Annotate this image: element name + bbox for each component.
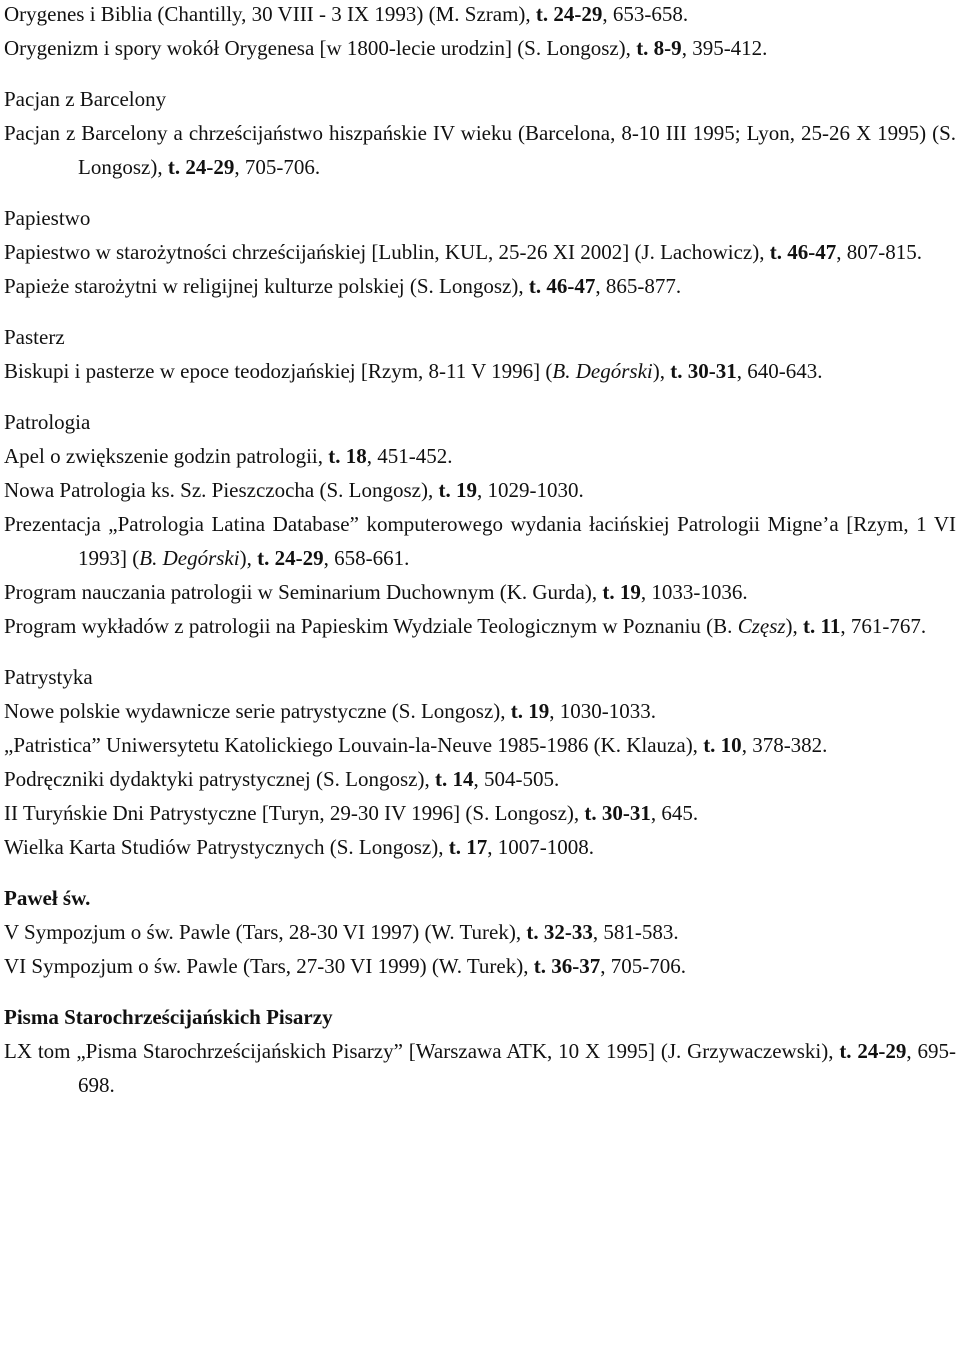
entry-text: Nowa Patrologia ks. Sz. Pieszczocha (S. Longosz), [4,478,439,502]
section-papiestwo [4,201,956,303]
entry-volume: t. 32-33 [526,920,593,944]
entry-text: Papiestwo w starożytności chrześcijańskiej [Lublin, KUL, 25-26 XI 2002] (J. Lachowicz), [4,240,770,264]
entry-volume: t. 46-47 [528,274,596,298]
entry-text: VI Sympozjum o św. Pawle (Tars, 27-30 VI 1999) (W. Turek), [4,954,534,978]
section-heading: Patrologia [4,410,91,434]
index-entry [4,915,956,949]
entry-pages: , 761-767. [840,614,927,638]
entry-volume: t. 24-29 [167,155,235,179]
entry-text: Program nauczania patrologii w Seminarium Duchownym (K. Gurda), [4,580,603,604]
index-entry [4,575,956,609]
entry-text: Orygenizm i spory wokół Orygenesa [w 1800-lecie urodzin] (S. Longosz), [4,36,637,60]
entry-volume: t. 24-29 [257,546,324,570]
entry-pages: , 705-706. [600,954,686,978]
entry-volume: t. 14 [434,767,474,791]
entry-pages: , 451-452. [366,444,453,468]
section-patrystyka [4,660,956,864]
entry-text: Nowe polskie wydawnicze serie patrystyczne (S. Longosz), [4,699,511,723]
entry-volume: t. 8-9 [636,36,682,60]
entry-volume: t. 46-47 [769,240,837,264]
entry-pages: , 1030-1033. [549,699,657,723]
section-pisma [4,1000,956,1102]
index-entry [4,728,956,762]
index-entry [4,354,956,388]
section-heading: Pasterz [4,325,65,349]
entry-volume: t. 36-37 [533,954,601,978]
entry-pages: , 658-661. [323,546,410,570]
entry-volume: t. 19 [438,478,477,502]
entry-text: ), [785,614,804,638]
entry-volume: t. 30-31 [584,801,651,825]
entry-author: B. Degórski [552,359,653,383]
entry-text: Pacjan z Barcelony a chrześcijaństwo hiszpańskie IV wieku (Barcelona, 8-10 III 1995; Lyon, 25-26 X 1995) (S. Longosz), [4,121,956,179]
entry-text: Papieże starożytni w religijnej kulturze polskiej (S. Longosz), [4,274,529,298]
section-orygenes [4,0,956,65]
index-entry [4,949,956,983]
entry-text: II Turyńskie Dni Patrystyczne [Turyn, 29-30 IV 1996] (S. Longosz), [4,801,585,825]
entry-pages: , 695-698. [78,1039,956,1097]
entry-author: Częsz [737,614,786,638]
entry-pages: , 705-706. [234,155,321,179]
index-entry [4,473,956,507]
entry-volume: t. 11 [803,614,841,638]
index-entry [4,694,956,728]
entry-text: Apel o zwiększenie godzin patrologii, [4,444,329,468]
entry-volume: t. 19 [510,699,550,723]
index-entry [4,31,956,65]
entry-volume: t. 30-31 [670,359,737,383]
section-heading: Pisma Starochrześcijańskich Pisarzy [4,1005,333,1029]
entry-text: Program wykładów z patrologii na Papieskim Wydziale Teologicznym w Poznaniu (B. [4,614,738,638]
index-entry [4,830,956,864]
section-pacjan [4,82,956,184]
entry-text: ), [652,359,671,383]
entry-text: Prezentacja „Patrologia Latina Database” komputerowego wydania łacińskiej Patrologii Migne’a [Rzym, 1 VI 1993] ( [4,512,956,570]
entry-text: V Sympozjum o św. Pawle (Tars, 28-30 VI 1997) (W. Turek), [4,920,527,944]
index-entry [4,439,956,473]
entry-volume: t. 24-29 [839,1039,907,1063]
entry-pages: , 807-815. [836,240,922,264]
section-heading: Papiestwo [4,206,91,230]
entry-pages: , 1033-1036. [640,580,748,604]
index-entry [4,762,956,796]
index-entry [4,235,956,269]
entry-author: B. Degórski [139,546,240,570]
entry-pages: , 581-583. [592,920,679,944]
entry-pages: , 395-412. [681,36,768,60]
entry-volume: t. 18 [328,444,367,468]
index-entry [4,0,956,31]
entry-text: LX tom „Pisma Starochrześcijańskich Pisarzy” [Warszawa ATK, 10 X 1995] (J. Grzywaczewski), [4,1039,840,1063]
index-entry [4,796,956,830]
entry-pages: , 653-658. [602,2,689,26]
entry-pages: , 640-643. [736,359,823,383]
section-patrologia [4,405,956,643]
entry-volume: t. 19 [602,580,641,604]
entry-pages: , 1029-1030. [477,478,584,502]
section-heading: Pacjan z Barcelony [4,87,167,111]
entry-text: Biskupi i pasterze w epoce teodozjańskiej [Rzym, 8-11 V 1996] ( [4,359,553,383]
entry-text: ), [239,546,258,570]
section-heading: Patrystyka [4,665,93,689]
entry-text: Wielka Karta Studiów Patrystycznych (S. Longosz), [4,835,449,859]
index-entry [4,1034,956,1102]
index-entry [4,269,956,303]
entry-pages: , 865-877. [595,274,682,298]
section-heading: Paweł św. [4,886,91,910]
section-pasterz [4,320,956,388]
index-entry [4,507,956,575]
entry-pages: , 645. [650,801,699,825]
entry-pages: , 1007-1008. [487,835,594,859]
section-pawel [4,881,956,983]
entry-text: Orygenes i Biblia (Chantilly, 30 VIII - 3 IX 1993) (M. Szram), [4,2,536,26]
index-entry [4,609,956,643]
entry-volume: t. 10 [703,733,742,757]
entry-pages: , 378-382. [741,733,828,757]
entry-text: Podręczniki dydaktyki patrystycznej (S. Longosz), [4,767,435,791]
index-entry [4,116,956,184]
entry-pages: , 504-505. [473,767,560,791]
entry-volume: t. 24-29 [535,2,603,26]
entry-volume: t. 17 [448,835,488,859]
entry-text: „Patristica” Uniwersytetu Katolickiego Louvain-la-Neuve 1985-1986 (K. Klauza), [4,733,704,757]
